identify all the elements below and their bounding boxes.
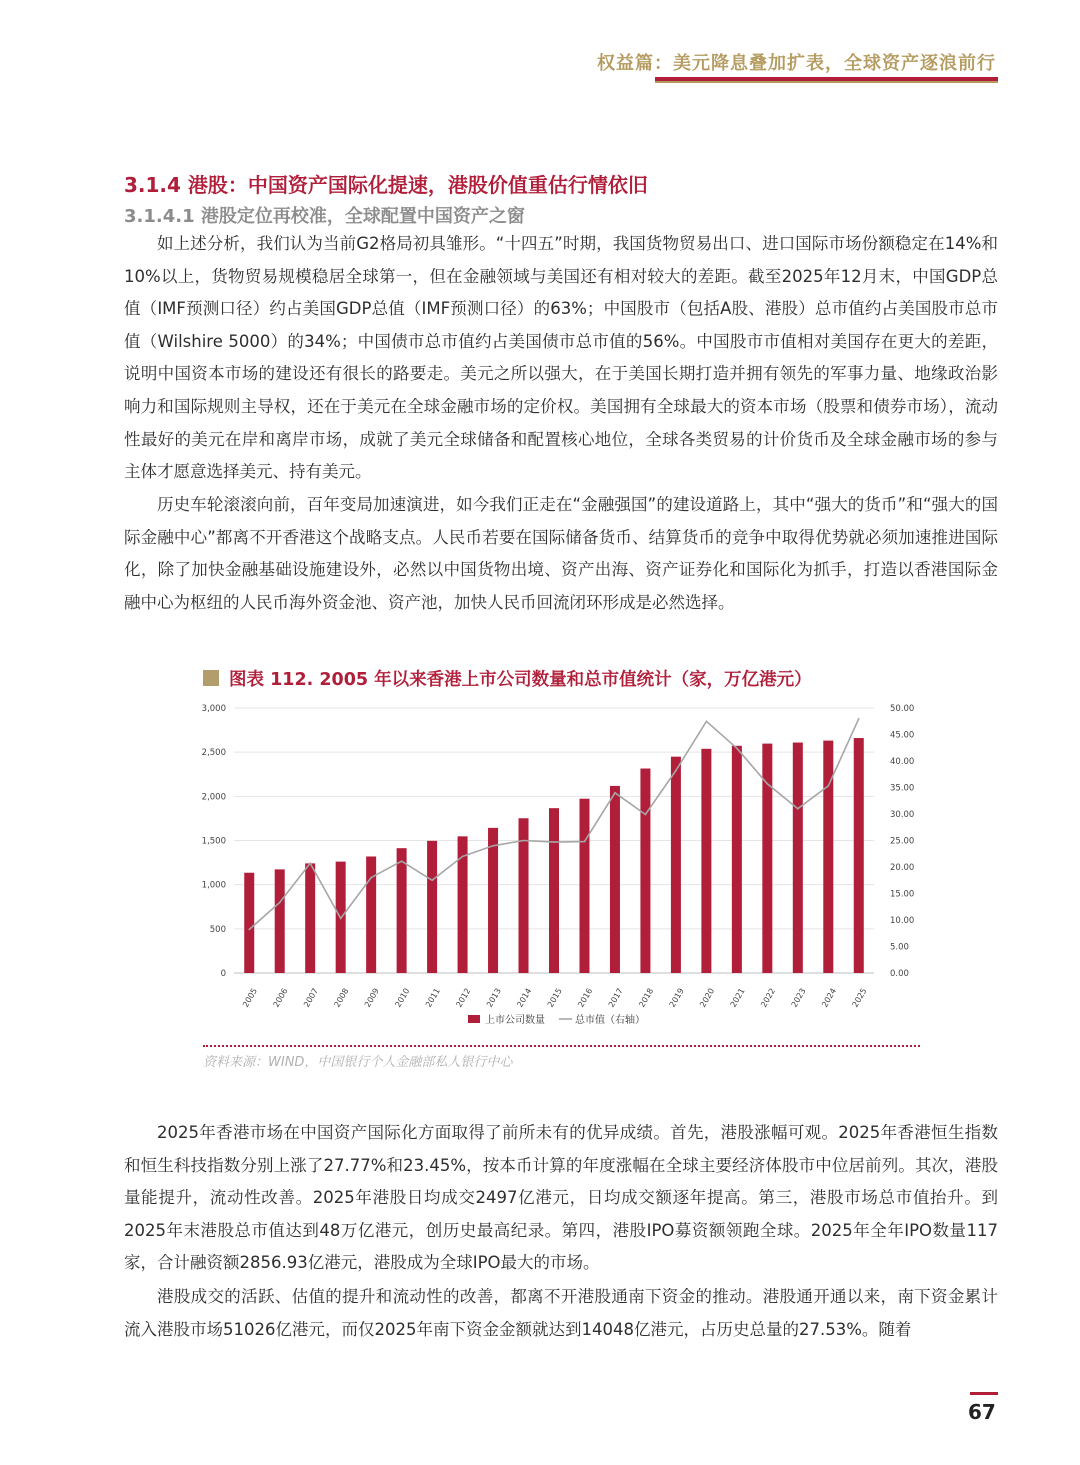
line-point <box>767 783 769 785</box>
x-tick-label: 2011 <box>423 986 442 1009</box>
page-number-rule <box>970 1392 998 1395</box>
line-point <box>797 808 799 810</box>
bar <box>610 786 620 973</box>
y-right-tick-label: 20.00 <box>890 863 915 873</box>
bar <box>397 848 407 973</box>
line-point <box>706 720 708 722</box>
x-tick-label: 2009 <box>362 986 381 1009</box>
x-tick-label: 2016 <box>576 986 595 1009</box>
x-tick-label: 2023 <box>789 986 808 1009</box>
line-point <box>248 929 250 931</box>
legend-label-bar: 上市公司数量 <box>485 1015 545 1026</box>
chart-title-row <box>203 666 812 690</box>
chart-title: 图表 112. 2005 年以来香港上市公司数量和总市值统计（家，万亿港元） <box>229 669 812 690</box>
bar <box>640 769 650 973</box>
y-right-tick-label: 5.00 <box>890 942 909 953</box>
line-point <box>492 845 494 847</box>
line-point <box>340 918 342 920</box>
y-right-tick-label: 30.00 <box>890 810 915 820</box>
y-left-tick-label: 1,000 <box>201 880 226 891</box>
x-tick-label: 2020 <box>698 986 717 1009</box>
bar <box>762 744 772 973</box>
bar <box>275 869 285 973</box>
body-paragraph-2: 历史车轮滚滚向前，百年变局加速演进，如今我们正走在“金融强国”的建设道路上，其中“强大的货币”和“强大的国际金融中心”都离不开香港这个战略支点。人民币若要在国际储备货币、结算货币的竞争中取得优势就必须加速推进国际化，除了加快金融基础设施建设外，必然以中国货物出境、资产出海、资产证券化和国际化为抓手，打造以香港国际金融中心为枢纽的人民币海外资金池、资产池，加快人民币回流闭环形成是必然选择。 <box>124 495 998 612</box>
x-tick-label: 2007 <box>302 986 321 1009</box>
body-paragraph-1: 如上述分析，我们认为当前G2格局初具雏形。“十四五”时期，我国货物贸易出口、进口国际市场份额稳定在14%和10%以上，货物贸易规模稳居全球第一，但在金融领域与美国还有相对较大的差距。截至2025年12月末，中国GDP总值（IMF预测口径）约占美国GDP总值（IMF预测口径）的63%；中国股市（包括A股、港股）总市值约占美国股市总市值（Wilshire 5000）的34%；中国债市总市值约占美国债市总市值的56%。中国股市市值相对美国存在更大的差距，说明中国资本市场的建设还有很长的路要走。美元之所以强大，在于美国长期打造并拥有领先的军事力量、地缘政治影响力和国际规则主导权，还在于美元在全球金融市场的定价权。美国拥有全球最大的资本市场（股票和债券市场），流动性最好的美元在岸和离岸市场，成就了美元全球储备和配置核心地位，全球各类贸易的计价货币及全球金融市场的参与主体才愿意选择美元、持有美元。 <box>124 234 998 482</box>
line-point <box>279 902 281 904</box>
y-right-tick-label: 35.00 <box>890 783 915 794</box>
x-tick-label: 2010 <box>393 986 412 1009</box>
legend-label-line: 总市值（右轴） <box>575 1015 645 1026</box>
x-tick-label: 2015 <box>545 986 564 1009</box>
line-point <box>675 770 677 772</box>
x-tick-label: 2022 <box>759 986 778 1009</box>
line-point <box>584 841 586 843</box>
line-point <box>553 841 555 843</box>
y-right-tick-label: 45.00 <box>890 730 915 741</box>
line-point <box>645 814 647 816</box>
market-chart <box>190 698 930 1043</box>
legend-swatch-bar <box>468 1015 480 1023</box>
bar <box>732 746 742 973</box>
page-number: 67 <box>968 1400 996 1424</box>
y-left-tick-label: 2,000 <box>201 792 226 803</box>
line-point <box>370 877 372 879</box>
source-divider <box>203 1045 920 1047</box>
y-right-tick-label: 15.00 <box>890 889 915 900</box>
section-subheading: 3.1.4.1 港股定位再校准，全球配置中国资产之窗 <box>124 206 525 227</box>
line-point <box>736 747 738 749</box>
bar <box>305 863 315 973</box>
body-paragraph-3: 2025年香港市场在中国资产国际化方面取得了前所未有的优异成绩。首先，港股涨幅可观。2025年香港恒生指数和恒生科技指数分别上涨了27.77%和23.45%，按本币计算的年度涨幅在全球主要经济体股市中位居前列。其次，港股量能提升，流动性改善。2025年港股日均成交2497亿港元，日均成交额逐年提高。第三，港股市场总市值抬升。到2025年末港股总市值达到48万亿港元，创历史最高纪录。第四，港股IPO募资额领跑全球。2025年全年IPO数量117家，合计融资额2856.93亿港元，港股成为全球IPO最大的市场。 <box>124 1123 998 1273</box>
y-left-tick-label: 2,500 <box>201 748 226 759</box>
line-point <box>614 792 616 794</box>
x-tick-label: 2008 <box>332 986 351 1009</box>
y-left-tick-label: 0 <box>220 969 226 979</box>
bar <box>488 828 498 973</box>
bar <box>854 738 864 973</box>
x-tick-label: 2024 <box>820 986 839 1009</box>
y-left-tick-label: 500 <box>209 924 226 935</box>
bar <box>701 749 711 973</box>
x-tick-label: 2005 <box>241 986 260 1009</box>
source-note: 资料来源：WIND，中国银行个人金融部私人银行中心 <box>203 1055 513 1070</box>
square-icon <box>203 670 219 686</box>
x-tick-label: 2018 <box>637 986 656 1009</box>
y-right-tick-label: 0.00 <box>890 969 909 979</box>
line-point <box>858 718 860 720</box>
y-right-tick-label: 50.00 <box>890 704 915 714</box>
line-point <box>431 879 433 881</box>
y-right-tick-label: 40.00 <box>890 757 915 767</box>
bar <box>671 757 681 973</box>
x-tick-label: 2025 <box>850 986 869 1009</box>
bar <box>823 741 833 973</box>
section-heading: 3.1.4 港股：中国资产国际化提速，港股价值重估行情依旧 <box>124 173 648 197</box>
header-rule-gold <box>655 81 998 83</box>
y-right-tick-label: 10.00 <box>890 916 915 926</box>
bar <box>366 856 376 973</box>
running-header: 权益篇：美元降息叠加扩表，全球资产逐浪前行 <box>597 53 996 74</box>
x-tick-label: 2014 <box>515 986 534 1009</box>
x-tick-label: 2019 <box>667 986 686 1009</box>
line-point <box>309 862 311 864</box>
line-point <box>462 856 464 858</box>
bar <box>549 808 559 973</box>
bar <box>793 743 803 973</box>
x-tick-label: 2021 <box>728 986 747 1009</box>
bar <box>427 841 437 973</box>
bar <box>244 873 254 973</box>
body-paragraph-4: 港股成交的活跃、估值的提升和流动性的改善，都离不开港股通南下资金的推动。港股通开通以来，南下资金累计流入港股市场51026亿港元，而仅2025年南下资金金额就达到14048亿港元，占历史总量的27.53%。随着 <box>124 1287 998 1339</box>
line-point <box>523 840 525 842</box>
line-point <box>827 785 829 787</box>
line-point <box>401 860 403 862</box>
x-tick-label: 2012 <box>454 986 473 1009</box>
x-tick-label: 2013 <box>484 986 503 1009</box>
y-right-tick-label: 25.00 <box>890 836 915 847</box>
x-tick-label: 2006 <box>271 986 290 1009</box>
y-left-tick-label: 1,500 <box>201 836 226 847</box>
y-left-tick-label: 3,000 <box>201 704 226 714</box>
x-tick-label: 2017 <box>606 986 625 1009</box>
bar <box>579 799 589 973</box>
